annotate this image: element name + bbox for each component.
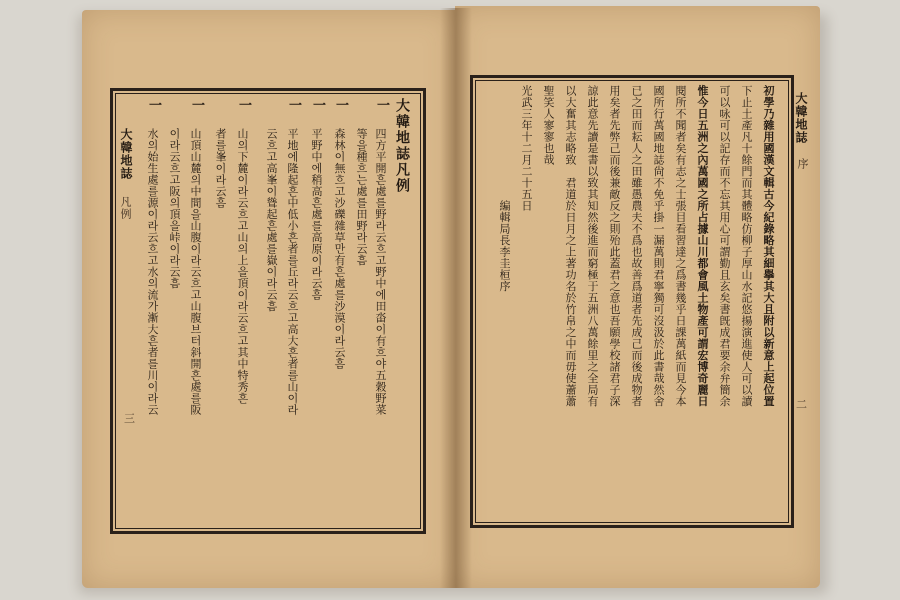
left-col-1-marker: 一 [374,98,389,112]
right-col-4: 惟今日五洲之內萬國之所占據山川都會風土物產可謂宏博奇麗日 [696,85,709,407]
right-col-6: 國所行萬國地誌尙不免乎掛一漏萬則君寧獨可沒汲於此書哉然舍 [652,85,665,407]
right-col-1: 初學乃雜用國漢文輯古今紀錄略其細擧其大且附以新意上起位置 [762,85,775,407]
left-col-9-marker: 一 [189,98,204,112]
left-col-7-marker: 一 [236,98,251,112]
right-col-11: 聖笑人寥寥也哉 [542,85,555,166]
right-col-date: 光武三年十二月二十五日 [520,85,533,212]
right-col-10: 以大奮其志略致 君道於日月之上著功名於竹帛之中而毋使蕭蕭 [564,85,577,407]
left-col-2: 等을種흐는處를田野라云흠 [355,128,368,266]
right-col-8: 用矣者先弊己而後兼敵反之則殆此蓋君之意也吾願學校諸君子深 [608,85,621,407]
left-col-4-marker: 一 [310,98,325,112]
left-col-3-marker: 一 [333,98,348,112]
left-page-number: 三 [124,412,135,425]
left-col-1: 四方平開흔處를野라云흐고野中에田畓이有흐야五穀野菜 [374,128,387,416]
left-col-8: 者를峯이라云흠 [214,128,227,209]
book-gutter [440,8,472,588]
right-margin-section: 序 [796,158,809,170]
left-col-4: 平野中에稍高흔處를高原이라云흠 [310,128,323,301]
right-col-signature: 編輯局長李圭桓序 [498,200,511,292]
right-col-5: 閱所不聞者矣有志之士張目看習達之爲書幾乎日課萬紙而見今本 [674,85,687,407]
right-margin-title: 大韓地誌 [794,92,808,144]
left-col-6: 云흐고高峯이聳起흔處를嶽이라云흠 [265,128,278,312]
left-margin-section: 凡例 [119,196,132,220]
right-page-number: 二 [796,398,807,411]
left-margin-title: 大韓地誌 [119,128,133,180]
left-col-5-marker: 一 [286,98,301,112]
left-col-7: 山의下麓이라云흐고山의上을頂이라云흐고其中特秀흔 [236,128,249,404]
right-col-2: 下止土產凡十餘門而其體略仿柳子厚山水記悠揚演進使人可以讀 [740,85,753,407]
right-col-3: 可以咏可以記存而不忘其用心可謂勤且玄矣書旣成君要余弁簡余 [718,85,731,407]
left-col-3: 森林이無흐고沙礫雜草만有흔處를沙漠이라云흠 [333,128,346,370]
left-col-11: 水의始生處를源이라云흐고水의流가漸大흔者를川이라云 [146,128,159,416]
right-col-9: 諒此意先讀是書以致其知然後進而窮極于五洲八萬餘里之全局有 [586,85,599,407]
left-heading: 大韓地誌凡例 [394,98,410,194]
right-col-7: 已之田而耘人之田雖愚農夫不爲也故善爲道者先成己而後成物者 [630,85,643,407]
left-col-5: 平地에隆起흔中低小흔者를丘라云흐고高大흔者를山이라 [286,128,299,416]
left-col-10: 이라云흐고阪의頂을峠이라云흠 [168,128,181,289]
left-col-9: 山頂山麓의中間을山腹이라云흐고山腹브터斜開흔處를阪 [189,128,202,416]
left-col-11-marker: 一 [146,98,161,112]
